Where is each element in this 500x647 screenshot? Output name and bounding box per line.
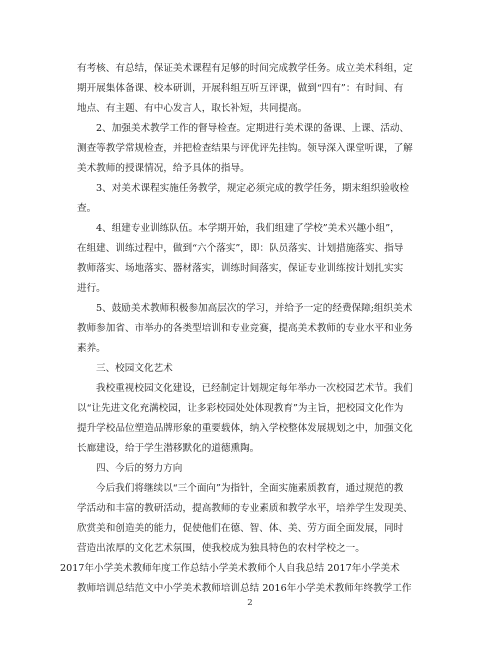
text-line: 测查等教学常规检查，并把检查结果与评优评先挂钩。领导深入课堂听课，了解 <box>77 143 413 154</box>
text-line: 3、对美术课程实施任务教学，规定必须完成的教学任务，期末组织验收检 <box>96 183 410 194</box>
text-line: 以“让先进文化充满校园，让多彩校园处处体现教育”为主旨，把校园文化作为 <box>77 403 404 414</box>
text-line: 长廊建设，给于学生潜移默化的道德熏陶。 <box>77 443 260 454</box>
section-heading: 四、今后的努力方向 <box>96 463 183 474</box>
page-number: 2 <box>247 598 253 608</box>
related-links-line: 教师培训总结范文中小学美术教师培训总结 2016年小学美术教师年终教学工作 <box>77 583 412 594</box>
text-line: 学活动和丰富的教研活动，提高教师的专业素质和教学水平，培养学生发现美、 <box>77 503 413 514</box>
related-links-line: 2017年小学美术教师年度工作总结小学美术教师个人自我总结 2017年小学美术 <box>60 563 400 574</box>
text-line: 有考核、有总结，保证美术课程有足够的时间完成教学任务。成立美术科组，定 <box>77 63 413 74</box>
text-line: 教师参加省、市举办的各类型培训和专业竞赛，提高美术教师的专业水平和业务 <box>77 323 413 334</box>
text-line: 我校重视校园文化建设，已经制定计划规定每年举办一次校园艺术节。我们 <box>96 383 413 394</box>
text-line: 进行。 <box>77 283 106 294</box>
text-line: 今后我们将继续以“三个面向”为指针，全面实施素质教育，通过规范的教 <box>96 483 404 494</box>
text-line: 期开展集体备课、校本研训，开展科组互听互评课，做到“四有”：有时间、有 <box>77 83 404 94</box>
text-line: 提升学校品位塑造品牌形象的重要载体，纳入学校整体发展规划之中，加强文化 <box>77 423 413 434</box>
text-line: 教师落实、场地落实、器材落实，训练时间落实，保证专业训练按计划扎实实 <box>77 263 404 274</box>
text-line: 在组建、训练过程中，做到“六个落实”，即：队员落实、计划措施落实、指导 <box>77 243 404 254</box>
text-line: 素养。 <box>77 343 106 354</box>
section-heading: 三、校园文化艺术 <box>96 363 173 374</box>
text-line: 美术教师的授课情况，给予具体的指导。 <box>77 163 250 174</box>
text-line: 营造出浓厚的文化艺术氛围，使我校成为独具特色的农村学校之一。 <box>77 543 365 554</box>
text-line: 查。 <box>77 203 97 214</box>
text-line: 2、加强美术教学工作的督导检查。定期进行美术课的备课、上课、活动、 <box>96 123 410 134</box>
text-line: 欣赏美和创造美的能力，促使他们在德、智、体、美、劳方面全面发展，同时 <box>77 523 404 534</box>
text-line: 地点、有主题、有中心发言人，取长补短，共同提高。 <box>77 103 308 114</box>
text-line: 5、鼓励美术教师积极参加高层次的学习，并给予一定的经费保障;组织美术 <box>96 303 413 314</box>
text-line: 4、组建专业训练队伍。本学期开始，我们组建了学校”美术兴趣小组”， <box>96 223 400 234</box>
